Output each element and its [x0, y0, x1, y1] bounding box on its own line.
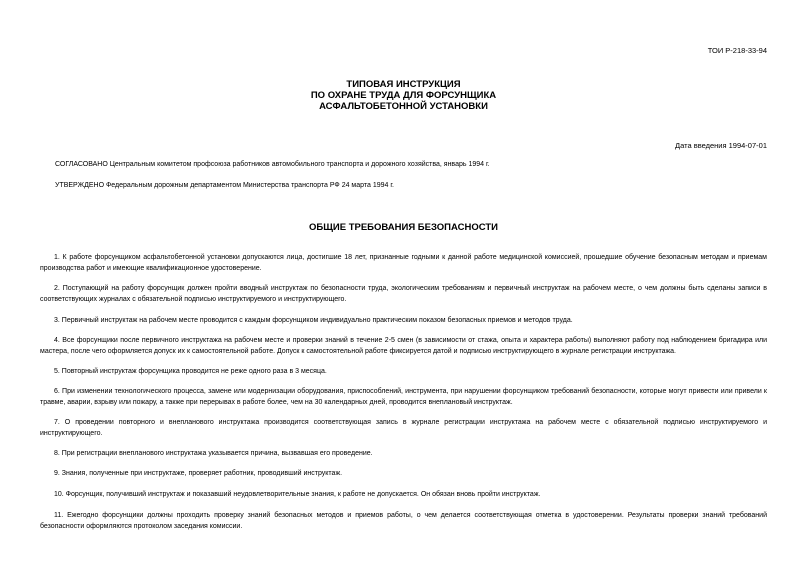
paragraph-2: 2. Поступающий на работу форсунщик должен пройти вводный инструктаж по безопасности труда, экологическим требованиям и первичный инструктаж на рабочем месте, о чем должны быть сделаны записи в соответствующих журналах с обязательной подписью инструктируемого и инструктирующего.	[40, 285, 767, 303]
paragraph-11: 11. Ежегодно форсунщики должны проходить проверку знаний безопасных методов и приемов работы, о чем делается соответствующая отметка в удостоверении. Результаты проверки знаний требований безопасности оформляются протоколом заседания комиссии.	[40, 512, 767, 530]
paragraph-1: 1. К работе форсунщиком асфальтобетонной установки допускаются лица, достигшие 18 лет, признанные годными к данной работе медицинской комиссией, прошедшие обучение безопасным методам и приемам производства работ и имеющие квалификационное удостоверение.	[40, 254, 767, 272]
paragraph-10: 10. Форсунщик, получивший инструктаж и показавший неудовлетворительные знания, к работе не допускается. Он обязан вновь пройти инструктаж.	[54, 491, 541, 498]
section-title: ОБЩИЕ ТРЕБОВАНИЯ БЕЗОПАСНОСТИ	[309, 222, 498, 233]
approval-agreed: СОГЛАСОВАНО Центральным комитетом профсоюза работников автомобильного транспорта и дорожного хозяйства, январь 1994 г.	[55, 161, 490, 168]
paragraph-4: 4. Все форсунщики после первичного инструктажа на рабочем месте и проверки знаний в течение 2-5 смен (в зависимости от стажа, опыта и характера работы) выполняют работу под наблюдением бригадира или мастера, после чего оформляется допуск их к самостоятельной работе. Допуск к самостоятельной работе фиксируется датой и подписью инструктирующего в журнале регистрации инструктажа.	[40, 337, 767, 355]
document-code: ТОИ Р-218-33-94	[707, 46, 767, 55]
title-line: ТИПОВАЯ ИНСТРУКЦИЯ	[346, 79, 461, 90]
paragraph-8: 8. При регистрации внепланового инструктажа указывается причина, вызвавшая его проведение.	[54, 450, 373, 457]
paragraph-6: 6. При изменении технологического процесса, замене или модернизации оборудования, приспособлений, инструмента, при нарушении форсунщиком требований безопасности, которые могут привести или привели к травме, аварии, взрыву или пожару, а также при перерывах в работе более, чем на 30 календарных дней, проводится внеплановый инструктаж.	[40, 388, 767, 406]
approval-confirmed: УТВЕРЖДЕНО Федеральным дорожным департаментом Министерства транспорта РФ 24 марта 1994 г.	[55, 182, 394, 189]
paragraph-3: 3. Первичный инструктаж на рабочем месте проводится с каждым форсунщиком индивидуально практическим показом безопасных приемов и методов труда.	[54, 317, 573, 324]
paragraph-5: 5. Повторный инструктаж форсунщика проводится не реже одного раза в 3 месяца.	[54, 368, 327, 375]
title-line: АСФАЛЬТОБЕТОННОЙ УСТАНОВКИ	[319, 101, 488, 112]
paragraph-7: 7. О проведении повторного и внепланового инструктажа производится соответствующая запись в журнале регистрации инструктажа на рабочем месте с обязательной подписью инструктируемого и инструктирующего.	[40, 419, 767, 437]
document-title	[0, 79, 807, 112]
title-line: ПО ОХРАНЕ ТРУДА ДЛЯ ФОРСУНЩИКА	[310, 90, 497, 101]
paragraph-9: 9. Знания, полученные при инструктаже, проверяет работник, проводивший инструктаж.	[54, 470, 343, 477]
introduction-date: Дата введения 1994-07-01	[675, 141, 767, 150]
